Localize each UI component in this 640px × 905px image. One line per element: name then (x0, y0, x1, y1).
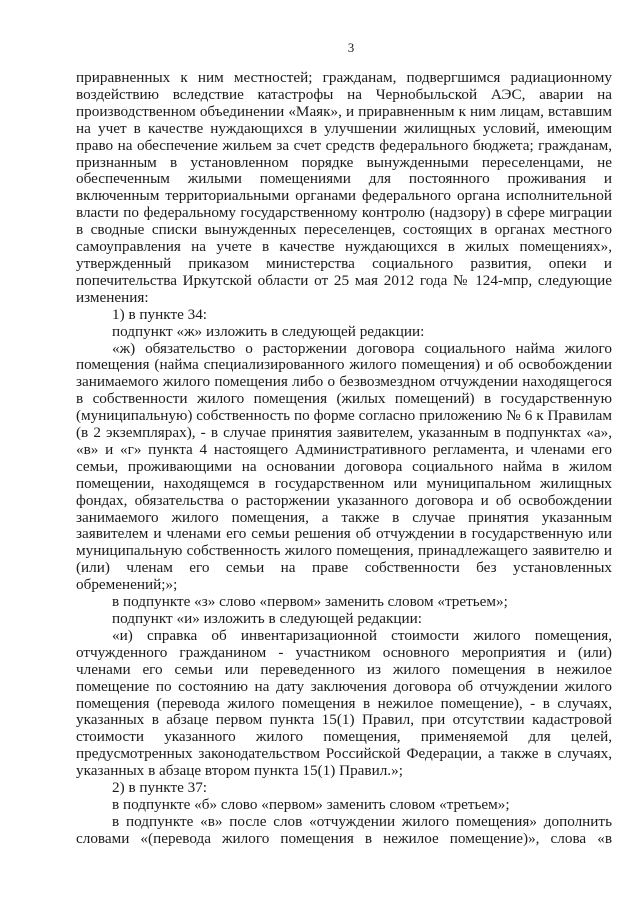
paragraph-item-2: 2) в пункте 37: (112, 779, 208, 797)
paragraph-intro: приравненных к ним местностей; гражданам, подвергшимся радиационному воздействию вследствие катастрофы на Чернобыльской АЭС, аварии на производственном объединении «Маяк», и приравненным к ним лицам, вставшим на учет в качестве нуждающихся в улучшении жилищных условий, имеющим право на обеспечение жильем за счет средств федерального бюджета; гражданам, признанным в установленном порядке вынужденными переселенцами, не обеспеченным жилыми помещениями для постоянного проживания и включенным территориальными органами федерального органа исполнительной власти по федеральному государственному контролю (надзору) в сфере миграции в сводные списки вынужденных переселенцев, состоящих в органах местного самоуправления на учете в качестве нуждающихся в жилых помещениях», утвержденный приказом министерства социального развития, опеки и попечительства Иркутской области от 25 мая 2012 года № 124-мпр, следующие изменения: (76, 69, 612, 306)
paragraph-subitem-zh: «ж) обязательство о расторжении договора социального найма жилого помещения (найма специализированного жилого помещения) и об освобождении занимаемого жилого помещения либо о безвозмездном отчуждении находящегося в собственности жилого помещения (жилых помещений) в государственную (муниципальную) собственность по форме согласно приложению № 6 к Правилам (в 2 экземплярах), - в случае принятия заявителем, указанным в подпунктах «а», «в» и «г» пункта 4 настоящего Административного регламента, и членами его семьи, проживающими на основании договора социального найма в жилом помещении, находящемся в государственном или муниципальном жилищных фондах, обязательства о расторжении указанного договора и об освобождении занимаемого жилого помещения, а также в случае принятия указанным заявителем и членами его семьи решения об отчуждении в государственную или муниципальную собственность жилого помещения, принадлежащего заявителю и (или) членам его семьи на праве собственности без установленных обременений;»; (76, 339, 612, 594)
document-body (76, 70, 612, 848)
paragraph-subitem-b: в подпункте «б» слово «первом» заменить словом «третьем»; (112, 795, 510, 813)
paragraph-subitem-i: «и) справка об инвентаризационной стоимости жилого помещения, отчужденного гражданином - участником основного мероприятия и (или) членами его семьи или переведенного из жилого помещения в нежилое помещение по состоянию на дату заключения договора об отчуждении жилого помещения (перевода жилого помещения в нежилое помещение), - в случаях, указанных в абзаце первом пункта 15(1) Правил, при отсутствии кадастровой стоимости указанного жилого помещения, применяемой для целей, предусмотренных законодательством Российской Федерации, а также в случаях, указанных в абзаце втором пункта 15(1) Правил.»; (76, 626, 612, 780)
paragraph-subitem-zh-header: подпункт «ж» изложить в следующей редакции: (112, 322, 425, 340)
paragraph-subitem-z: в подпункте «з» слово «первом» заменить словом «третьем»; (112, 593, 508, 611)
paragraph-subitem-i-header: подпункт «и» изложить в следующей редакции: (112, 610, 422, 627)
page-number: 3 (347, 40, 355, 55)
paragraph-item-1: 1) в пункте 34: (112, 305, 208, 323)
paragraph-subitem-v: в подпункте «в» после слов «отчуждении жилого помещения» дополнить словами «(перевода жилого помещения в нежилое помещение)», слова «в (76, 812, 612, 847)
